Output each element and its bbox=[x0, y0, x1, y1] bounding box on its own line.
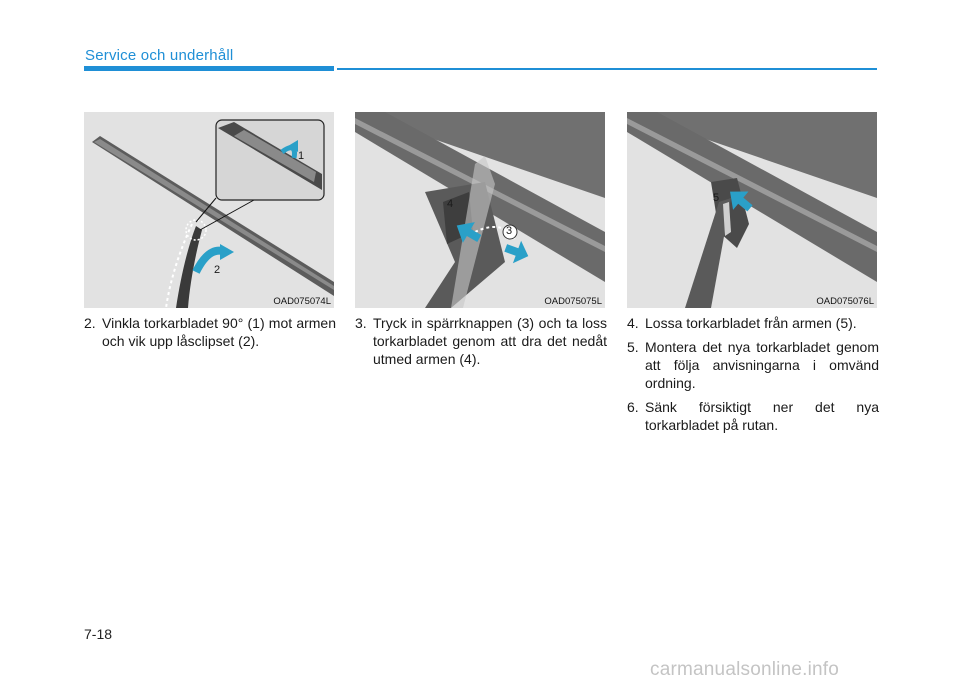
step-3 bbox=[355, 314, 607, 368]
steps-column-2 bbox=[355, 314, 607, 374]
callout-2: 2 bbox=[214, 264, 221, 276]
step-number: 3. bbox=[355, 315, 367, 331]
step-6 bbox=[627, 398, 879, 434]
header-rule-thick bbox=[84, 66, 334, 71]
blade-removal-illustration bbox=[627, 112, 877, 308]
step-number: 5. bbox=[627, 339, 639, 355]
section-title: Service och underhåll bbox=[85, 47, 234, 64]
step-text: Tryck in spärrknappen (3) och ta loss torkarbladet genom att dra det nedåt utmed armen (4). bbox=[373, 315, 607, 367]
figure-code: OAD075076L bbox=[816, 296, 874, 307]
callout-5: 5 bbox=[713, 192, 720, 204]
step-text: Montera det nya torkarbladet genom att följa anvisningarna i omvänd ordning. bbox=[645, 339, 879, 391]
step-number: 6. bbox=[627, 399, 639, 415]
figure-release-button bbox=[355, 112, 605, 308]
step-4 bbox=[627, 314, 879, 332]
step-5 bbox=[627, 338, 879, 392]
callout-4: 4 bbox=[447, 198, 454, 210]
callout-3: 3 bbox=[506, 225, 513, 237]
step-number: 4. bbox=[627, 315, 639, 331]
figure-code: OAD075074L bbox=[273, 296, 331, 307]
callout-1: 1 bbox=[298, 150, 305, 162]
step-text: Lossa torkarbladet från armen (5). bbox=[645, 315, 857, 331]
step-text: Sänk försiktigt ner det nya torkarbladet på rutan. bbox=[645, 399, 879, 433]
steps-column-1 bbox=[84, 314, 336, 356]
watermark: carmanualsonline.info bbox=[650, 659, 840, 680]
figure-wiper-angle bbox=[84, 112, 334, 308]
figure-blade-removal bbox=[627, 112, 877, 308]
steps-column-3 bbox=[627, 314, 879, 440]
step-text: Vinkla torkarbladet 90° (1) mot armen och vik upp låsclipset (2). bbox=[102, 315, 336, 349]
header-rule-thin bbox=[337, 68, 877, 70]
figure-code: OAD075075L bbox=[544, 296, 602, 307]
step-number: 2. bbox=[84, 315, 96, 331]
wiper-angle-illustration bbox=[84, 112, 334, 308]
page-number: 7-18 bbox=[84, 626, 113, 642]
release-button-illustration bbox=[355, 112, 605, 308]
step-2 bbox=[84, 314, 336, 350]
